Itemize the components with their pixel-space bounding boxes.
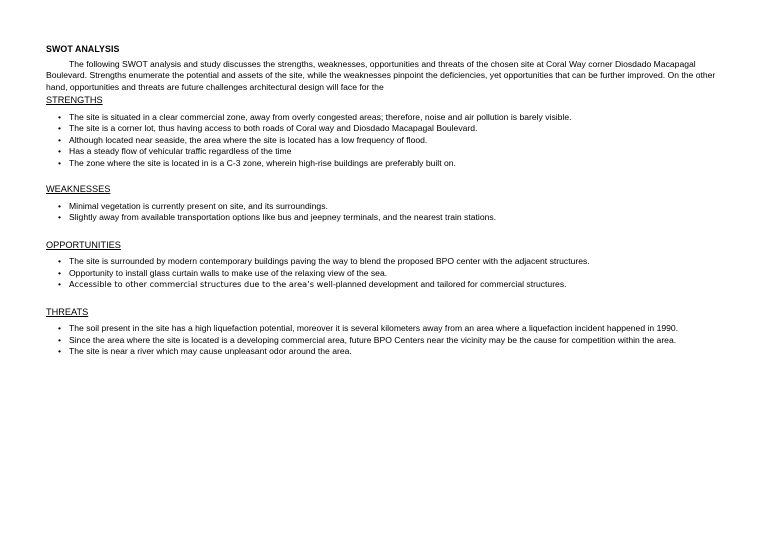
list-item: • The site is near a river which may cause unpleasant odor around the area. bbox=[46, 346, 722, 358]
list-item: • Slightly away from available transportation options like bus and jeepney terminals, and the nearest train stations. bbox=[46, 212, 722, 224]
list-item: • The soil present in the site has a high liquefaction potential, moreover it is several kilometers away from an area where a liquefaction incident happened in 1990. bbox=[46, 323, 722, 335]
list-item: • Since the area where the site is located is a developing commercial area, future BPO Centers near the vicinity may be the cause for competition within the area. bbox=[46, 335, 722, 347]
weaknesses-list bbox=[46, 201, 722, 224]
strengths-heading: STRENGTHS bbox=[46, 95, 103, 105]
list-item bbox=[46, 279, 722, 291]
opportunities-heading: OPPORTUNITIES bbox=[46, 239, 121, 250]
list-item: • The site is a corner lot, thus having access to both roads of Coral way and Diosdado Macapagal Boulevard. bbox=[46, 123, 722, 135]
intro-paragraph: The following SWOT analysis and study discusses the strengths, weaknesses, opportunities and threats of the chosen site at Coral Way corner Diosdado Macapagal Boulevard. Strengths enumerate the potential and assets of the site, while the weaknesses pinpoint the deficiencies, yet opportunities that can be further improved. On the other hand, opportunities and threats are future challenges architectural design will face for the bbox=[46, 58, 716, 92]
threats-heading: THREATS bbox=[46, 306, 89, 317]
list-item: • The site is surrounded by modern contemporary buildings paving the way to blend the proposed BPO center with the adjacent structures. bbox=[46, 256, 722, 268]
list-item: • Minimal vegetation is currently present on site, and its surroundings. bbox=[46, 201, 722, 213]
list-item-text-part2: -planned development and tailored for commercial structures. bbox=[332, 279, 567, 289]
list-item: • The zone where the site is located in is a C-3 zone, wherein high-rise buildings are preferably built on. bbox=[46, 158, 722, 170]
list-item: • Although located near seaside, the area where the site is located has a low frequency of flood. bbox=[46, 135, 722, 147]
document-page bbox=[46, 44, 722, 358]
document-title: SWOT ANALYSIS bbox=[46, 44, 120, 54]
opportunities-list bbox=[46, 256, 722, 291]
weaknesses-heading: WEAKNESSES bbox=[46, 184, 111, 194]
list-item-text-part1: Accessible to other commercial structures due to the area’s well bbox=[69, 279, 333, 289]
list-item: • The site is situated in a clear commercial zone, away from overly congested areas; therefore, noise and air pollution is barely visible. bbox=[46, 112, 722, 124]
list-item: • Has a steady flow of vehicular traffic regardless of the time bbox=[46, 146, 722, 158]
list-item: • Opportunity to install glass curtain walls to make use of the relaxing view of the sea. bbox=[46, 268, 722, 280]
strengths-list bbox=[46, 112, 722, 170]
threats-list bbox=[46, 323, 722, 358]
